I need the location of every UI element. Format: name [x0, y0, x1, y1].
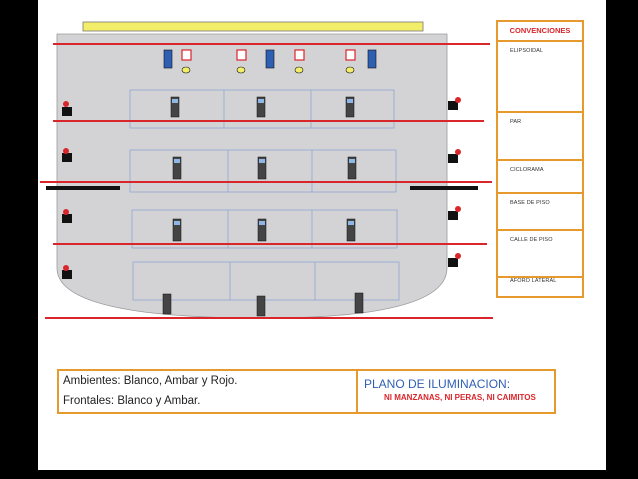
side-masking-left — [46, 186, 120, 190]
legend-item-floor-street — [498, 231, 582, 278]
plan-title: PLANO DE ILUMINACION: — [364, 377, 511, 391]
side-masking-right — [410, 186, 478, 190]
legend-label: CICLORAMA — [510, 167, 544, 173]
legend-item-side-masking — [498, 278, 582, 296]
ambientes-note: Ambientes: Blanco, Ambar y Rojo. — [63, 375, 238, 387]
stage-floor — [57, 34, 447, 318]
legend-label: ELIPSOIDAL — [510, 48, 544, 54]
legend-label: CALLE DE PISO — [510, 237, 553, 243]
lighting-notes — [57, 369, 358, 414]
legend-item-ellipsoidal — [498, 42, 582, 113]
plan-title-box — [356, 369, 556, 414]
legend-item-floor-base — [498, 194, 582, 231]
legend — [496, 20, 584, 298]
plan-subtitle: NI MANZANAS, NI PERAS, NI CAIMITOS — [384, 393, 536, 402]
frontales-note: Frontales: Blanco y Ambar. — [63, 395, 201, 407]
legend-item-par — [498, 113, 582, 161]
legend-item-cyclorama — [498, 161, 582, 194]
legend-label: PAR — [510, 119, 522, 125]
legend-title: CONVENCIONES — [498, 22, 582, 42]
legend-label: AFORO LATERAL — [510, 278, 557, 284]
legend-label: BASE DE PISO — [510, 200, 550, 206]
cyclorama-bar — [83, 22, 423, 31]
